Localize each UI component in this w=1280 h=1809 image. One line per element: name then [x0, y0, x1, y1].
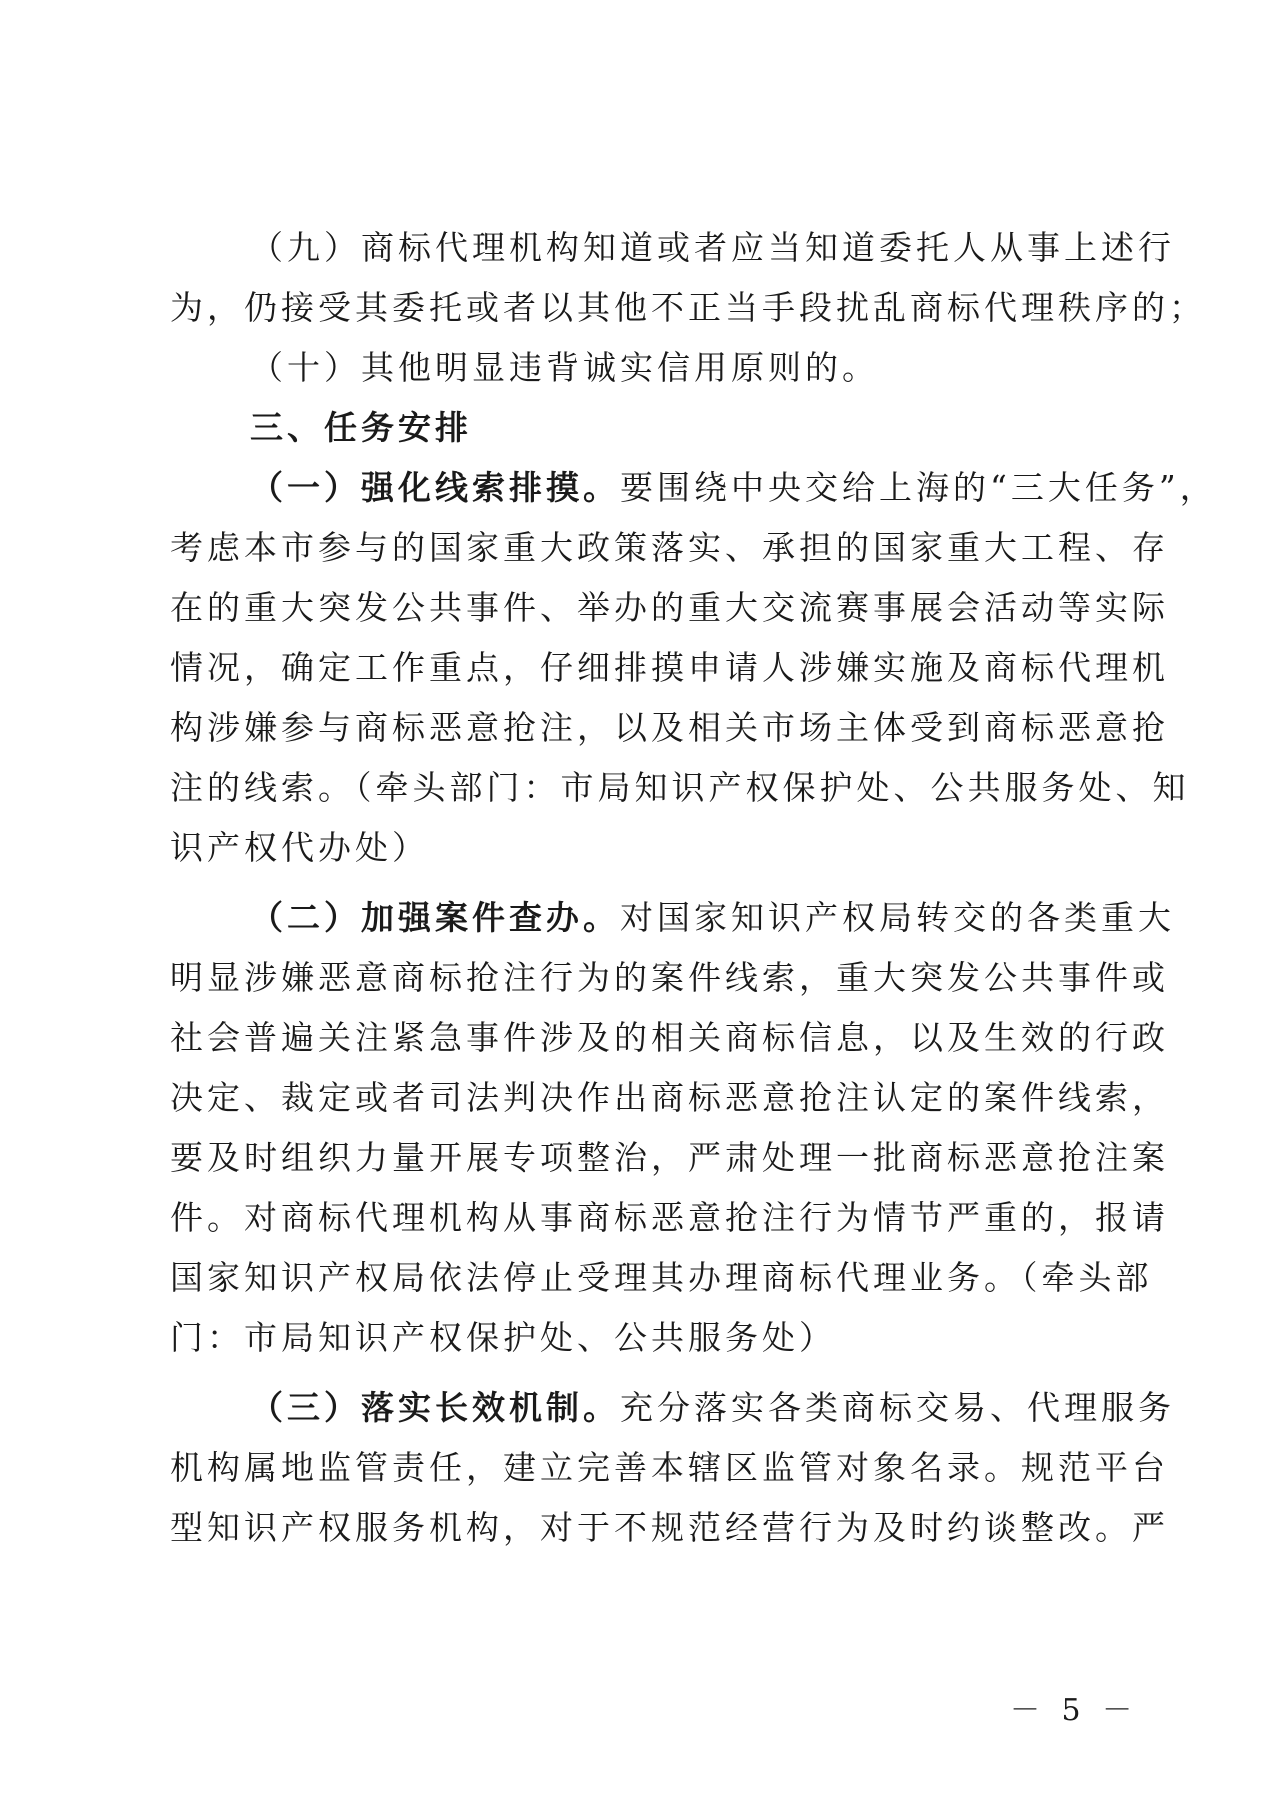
task-3-line-2: 机构属地监管责任，建立完善本辖区监管对象名录。规范平台 — [170, 1448, 1169, 1487]
task-2-line-5: 要及时组织力量开展专项整治，严肃处理一批商标恶意抢注案 — [170, 1138, 1169, 1177]
task-3-title: （三）落实长效机制。 — [250, 1388, 620, 1427]
task-2-line-8: 门：市局知识产权保护处、公共服务处） — [170, 1318, 836, 1357]
paragraph-item-10: （十）其他明显违背诚实信用原则的。 — [250, 348, 879, 387]
paragraph-item-9-line-1: （九）商标代理机构知道或者应当知道委托人从事上述行 — [250, 228, 1175, 267]
task-1-line-1 — [170, 458, 1217, 518]
paragraph-item-9-line-2: 为，仍接受其委托或者以其他不正当手段扰乱商标代理秩序的； — [170, 288, 1206, 327]
task-2-line-2: 明显涉嫌恶意商标抢注行为的案件线索，重大突发公共事件或 — [170, 958, 1169, 997]
task-2-line-4: 决定、裁定或者司法判决作出商标恶意抢注认定的案件线索， — [170, 1078, 1169, 1117]
task-3-text: 充分落实各类商标交易、代理服务 — [620, 1388, 1175, 1427]
task-1-line-6: 注的线索。（牵头部门：市局知识产权保护处、公共服务处、知 — [170, 768, 1190, 807]
section-heading-tasks: 三、任务安排 — [250, 408, 472, 447]
page-number: － 5 － — [1010, 1693, 1139, 1728]
task-2-text: 对国家知识产权局转交的各类重大 — [620, 898, 1175, 937]
task-1-line-4: 情况，确定工作重点，仔细排摸申请人涉嫌实施及商标代理机 — [170, 648, 1169, 687]
task-1-line-2: 考虑本市参与的国家重大政策落实、承担的国家重大工程、存 — [170, 528, 1169, 567]
task-2-line-3: 社会普遍关注紧急事件涉及的相关商标信息，以及生效的行政 — [170, 1018, 1169, 1057]
task-2-line-1 — [170, 888, 1175, 948]
task-1-line-7: 识产权代办处） — [170, 828, 429, 867]
task-1-line-3: 在的重大突发公共事件、举办的重大交流赛事展会活动等实际 — [170, 588, 1169, 627]
task-2-title: （二）加强案件查办。 — [250, 898, 620, 937]
task-3-line-3: 型知识产权服务机构，对于不规范经营行为及时约谈整改。严 — [170, 1508, 1169, 1547]
task-3-line-1 — [170, 1378, 1175, 1438]
task-2-line-7: 国家知识产权局依法停止受理其办理商标代理业务。（牵头部 — [170, 1258, 1153, 1297]
document-body — [170, 218, 1217, 1558]
task-1-text: 要围绕中央交给上海的“三大任务”， — [620, 468, 1217, 507]
task-1-title: （一）强化线索排摸。 — [250, 468, 620, 507]
task-1-line-5: 构涉嫌参与商标恶意抢注，以及相关市场主体受到商标恶意抢 — [170, 708, 1169, 747]
task-2-line-6: 件。对商标代理机构从事商标恶意抢注行为情节严重的，报请 — [170, 1198, 1169, 1237]
